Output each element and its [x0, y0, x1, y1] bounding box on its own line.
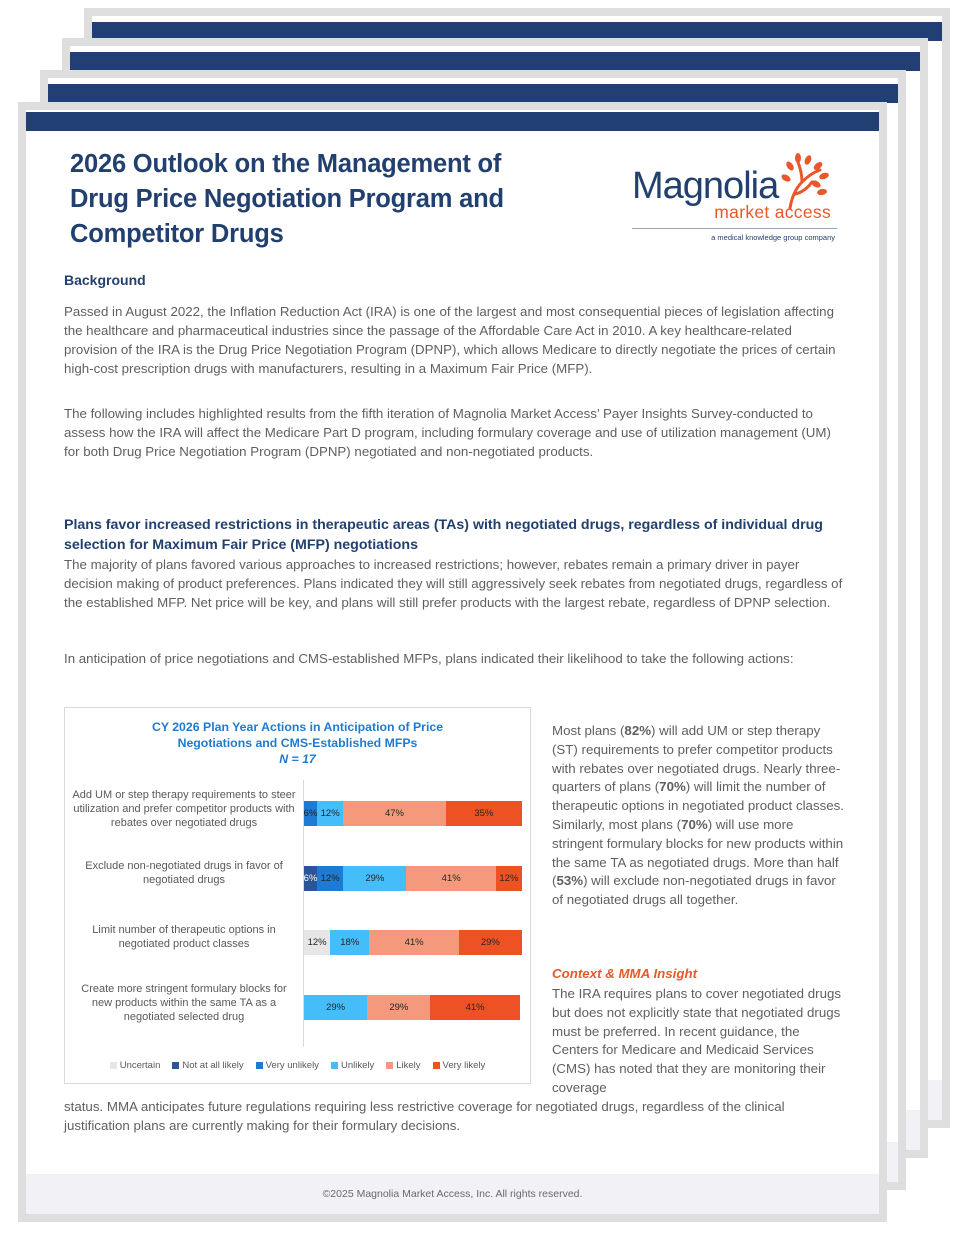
chart-category-label: Limit number of therapeutic options in negotiated product classes: [92, 924, 276, 950]
legend-label: Likely: [396, 1060, 421, 1071]
chart-data-label: 29%: [389, 1002, 409, 1013]
chart-data-label: 18%: [340, 937, 360, 948]
legend-label: Unlikely: [340, 1060, 375, 1071]
background-paragraph: The following includes highlighted results from the fifth iteration of Magnolia Market Access’ Payer Insights Survey-conducted to assess how the IRA will affect the Medicare Part D program, including formulary coverage and use of utilization management (UM) for both Drug Price Negotiation Program (DPNP) negotiated and non-negotiated products.: [64, 406, 831, 459]
chart-data-label: 6%: [304, 873, 318, 884]
findings-text: [552, 722, 847, 910]
legend-swatch: [331, 1062, 338, 1069]
findings-fragment: ) will limit the number of therapeutic options in negotiated product classes. Similarly, most plans (: [552, 779, 844, 832]
legend-item: [433, 1060, 486, 1071]
findings-fragment: ) will exclude non-negotiated drugs in favor of negotiated drugs all together.: [552, 873, 836, 908]
chart-bar-segment: [459, 930, 522, 955]
copyright-text: ©2025 Magnolia Market Access, Inc. All rights reserved.: [322, 1188, 583, 1200]
section-heading: Plans favor increased restrictions in therapeutic areas (TAs) with negotiated drugs, regardless of individual drug selection for Maximum Fair Price (MFP) negotiations: [64, 517, 823, 553]
chart-title: [65, 719, 530, 767]
chart-data-label: 29%: [326, 1002, 346, 1013]
legend-item: [256, 1060, 319, 1071]
page-header-band: [48, 84, 898, 103]
chart-data-label: 12%: [320, 873, 340, 884]
page-header-band: [70, 52, 920, 71]
insight-text-full: status. MMA anticipates future regulations requiring less restrictive coverage for negotiated drugs, regardless of the clinical justification plans are currently making for their formulary decisions.: [64, 1099, 785, 1133]
chart-bar-segment: [369, 930, 458, 955]
legend-swatch: [386, 1062, 393, 1069]
insight-heading: Context & MMA Insight: [552, 966, 698, 981]
chart-data-label: 12%: [320, 808, 340, 819]
logo-tagline: a medical knowledge group company: [711, 233, 835, 242]
chart-data-label: 29%: [480, 937, 500, 948]
chart-legend: [65, 1060, 530, 1071]
legend-item: [331, 1060, 374, 1071]
logo-wordmark: Magnolia: [632, 165, 779, 207]
legend-item: [386, 1060, 420, 1071]
logo-subtitle: market access: [714, 202, 831, 222]
background-paragraph: Passed in August 2022, the Inflation Reduction Act (IRA) is one of the largest and most consequential pieces of legislation affecting the healthcare and pharmaceutical industries since the passage of the Affordable Care Act in 2010. A key healthcare-related provision of the IRA is the Drug Price Negotiation Program (DPNP), which allows Medicare to directly negotiate the prices of certain high-cost prescription drugs with manufacturers, resulting in a Maximum Fair Price (MFP).: [64, 304, 836, 376]
legend-label: Very likely: [442, 1060, 486, 1071]
findings-fragment: Most plans (: [552, 723, 625, 738]
magnolia-logo: [632, 160, 837, 245]
title-line: Competitor Drugs: [70, 220, 284, 248]
findings-fragment: ) will use more stringent formulary blocks for new products within the same TA as negotiated drugs. More than half (: [552, 816, 844, 889]
findings-stat: 70%: [659, 779, 686, 795]
chart-bar-segment: [496, 866, 522, 891]
chart-bar-segment: [317, 866, 343, 891]
findings-stat: 82%: [624, 723, 652, 738]
section-paragraph: In anticipation of price negotiations and CMS-established MFPs, plans indicated their likelihood to take the following actions:: [64, 651, 794, 666]
chart-data-label: 47%: [384, 808, 404, 819]
title-line: Drug Price Negotiation Program and: [70, 185, 504, 213]
chart-bar-segment: [317, 801, 343, 826]
findings-fragment: ) will add UM or step therapy (ST) requirements to prefer competitor products with rebates over negotiated drugs. Nearly three-quarters of plans (: [552, 723, 841, 795]
chart-title-line: CY 2026 Plan Year Actions in Anticipation of Price: [151, 720, 444, 734]
chart-data-label: 12%: [499, 873, 519, 884]
findings-stat: 70%: [681, 816, 708, 832]
legend-label: Very unlikely: [265, 1060, 319, 1071]
legend-swatch: [433, 1062, 440, 1069]
chart-category-label: Create more stringent formulary blocks for new products within the same TA as a negotiated selected drug: [81, 983, 287, 1023]
chart-category-label: Add UM or step therapy requirements to steer utilization and prefer competitor products with rebates over negotiated drugs: [72, 789, 296, 829]
legend-label: Not at all likely: [182, 1060, 244, 1071]
page-header-band: [26, 112, 879, 131]
chart-bar-segment: [430, 995, 519, 1020]
insight-text-side: The IRA requires plans to cover negotiated drugs but does not explicitly state that negotiated drugs must be preferred. In recent guidance, the Centers for Medicare and Medicaid Services (CMS) has noted that they are monitoring their coverage: [552, 986, 842, 1095]
legend-label: Uncertain: [119, 1060, 161, 1071]
legend-swatch: [256, 1062, 263, 1069]
chart-bar-segment: [304, 866, 317, 891]
chart-data-label: 29%: [365, 873, 385, 884]
chart-data-label: 35%: [474, 808, 494, 819]
legend-item: [110, 1060, 161, 1071]
chart-bar-segment: [304, 995, 367, 1020]
chart-bar-segment: [446, 801, 522, 826]
chart-bar-segment: [343, 866, 406, 891]
chart-title-line: Negotiations and CMS-Established MFPs: [177, 736, 418, 750]
chart-data-label: 41%: [441, 873, 461, 884]
legend-swatch: [110, 1062, 117, 1069]
document-title: [70, 147, 590, 252]
chart-data-label: 41%: [404, 937, 424, 948]
legend-item: [172, 1060, 243, 1071]
stacked-bar-chart: [64, 707, 531, 1084]
findings-stat: 53%: [556, 873, 584, 889]
section-paragraph: The majority of plans favored various approaches to increased restrictions; however, rebates remain a primary driver in payer decision making of product preferences. Plans indicated they will still aggressively seek rebates from negotiated drugs, regardless of the established MFP. Net price will be key, and plans will still prefer products with the largest rebate, regardless of DPNP selection.: [64, 557, 843, 610]
background-heading: Background: [64, 272, 146, 288]
chart-data-label: 41%: [465, 1002, 485, 1013]
logo-divider: [632, 228, 837, 229]
chart-bar-segment: [304, 801, 317, 826]
chart-bar-segment: [406, 866, 495, 891]
title-line: 2026 Outlook on the Management of: [70, 150, 502, 178]
chart-bar-segment: [330, 930, 369, 955]
chart-category-label: Exclude non-negotiated drugs in favor of negotiated drugs: [85, 860, 283, 886]
chart-bar-segment: [367, 995, 430, 1020]
chart-subtitle: N = 17: [279, 752, 316, 766]
chart-bar-segment: [304, 930, 330, 955]
chart-bar-segment: [343, 801, 445, 826]
legend-swatch: [172, 1062, 179, 1069]
chart-data-label: 6%: [304, 808, 318, 819]
chart-data-label: 12%: [307, 937, 327, 948]
